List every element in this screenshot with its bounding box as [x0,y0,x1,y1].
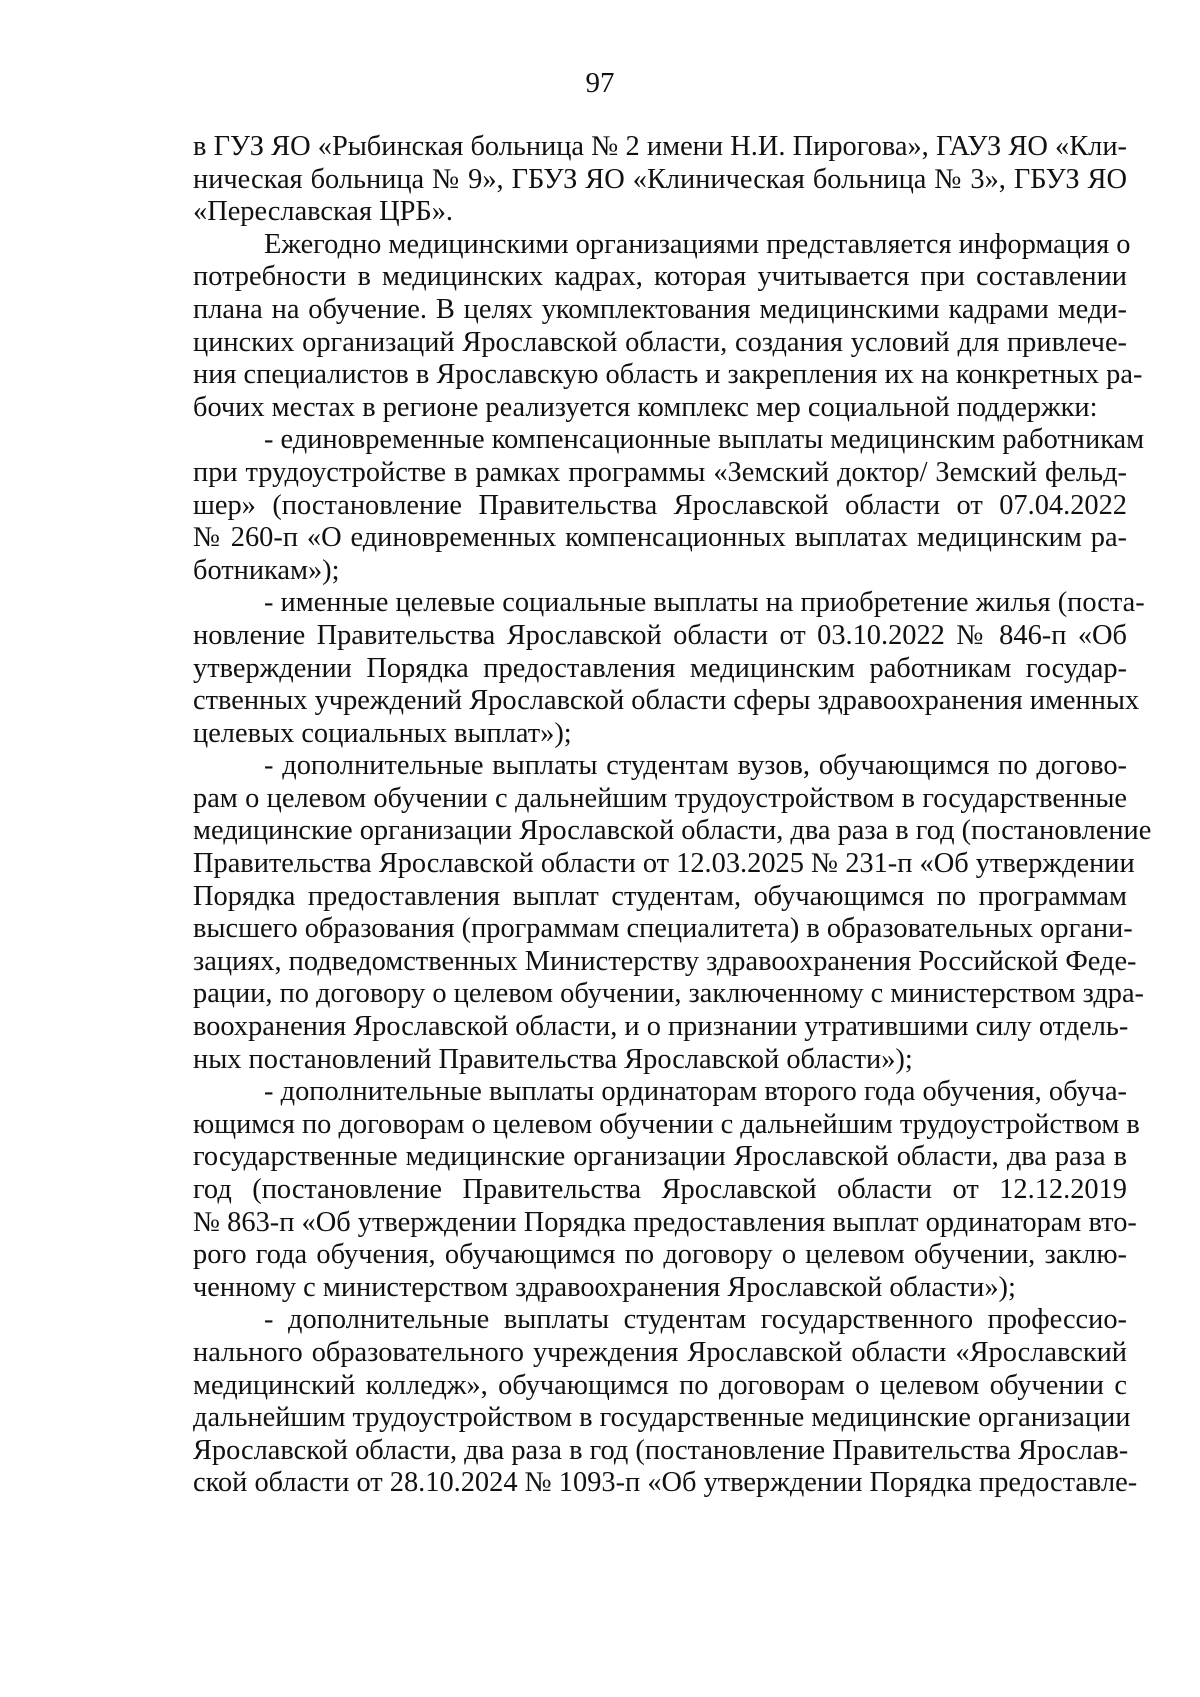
text-line: ния специалистов в Ярославскую область и закрепления их на конкретных ра- [193,359,1143,391]
list-item-paragraph [193,750,1152,1076]
text-line: ской области от 28.10.2024 № 1093-п «Об утверждении Порядка предоставле- [193,1467,1138,1499]
text-line: год (постановление Правительства Ярославской области от 12.12.2019 [193,1174,1127,1205]
text-line: ботникам»); [193,554,340,586]
text-line: дальнейшим трудоустройством в государственные медицинские организации [193,1402,1131,1434]
text-line: государственные медицинские организации Ярославской области, два раза в [193,1141,1127,1173]
text-line: в ГУЗ ЯО «Рыбинская больница № 2 имени Н.И. Пирогова», ГАУЗ ЯО «Кли- [193,131,1127,162]
document-body [193,131,1152,1500]
text-line: медицинские организации Ярославской области, два раза в год (постановление [193,815,1152,847]
text-line: ническая больница № 9», ГБУЗ ЯО «Клиническая больница № 3», ГБУЗ ЯО [193,163,1127,195]
text-line: рации, по договору о целевом обучении, заключенному с министерством здра- [193,978,1145,1010]
text-line: - единовременные компенсационные выплаты медицинским работникам [264,424,1145,456]
text-line: - дополнительные выплаты студентам государственного профессио- [264,1304,1127,1336]
text-line: рам о целевом обучении с дальнейшим трудоустройством в государственные [193,782,1127,814]
text-line: утверждении Порядка предоставления медицинским работникам государ- [193,652,1127,684]
text-line: рого года обучения, обучающимся по договору о целевом обучении, заклю- [193,1239,1127,1271]
text-line: плана на обучение. В целях укомплектования медицинскими кадрами меди- [193,293,1127,325]
text-line: воохранения Ярославской области, и о признании утратившими силу отдель- [193,1011,1129,1043]
list-item-paragraph [193,587,1145,750]
text-line: зациях, подведомственных Министерству здравоохранения Российской Феде- [193,945,1137,977]
text-line: ных постановлений Правительства Ярославской области»); [193,1043,913,1075]
paragraph [193,228,1143,425]
text-line: Ярославской области, два раза в год (постановление Правительства Ярослав- [193,1434,1129,1466]
text-line: потребности в медицинских кадрах, которая учитывается при составлении [193,261,1127,293]
text-line: - именные целевые социальные выплаты на приобретение жилья (поста- [264,587,1145,619]
text-line: шер» (постановление Правительства Ярославской области от 07.04.2022 [193,489,1127,521]
text-line: нального образовательного учреждения Ярославской области «Ярославский [193,1336,1127,1368]
text-line: «Переславская ЦРБ». [193,196,454,228]
text-line: № 260-п «О единовременных компенсационных выплатах медицинским ра- [193,522,1127,554]
text-line: - дополнительные выплаты студентам вузов, обучающимся по догово- [264,750,1127,782]
text-line: при трудоустройстве в рамках программы «Земский доктор/ Земский фельд- [193,456,1127,488]
text-line: ченному с министерством здравоохранения Ярославской области»); [193,1271,1016,1303]
text-line: медицинский колледж», обучающимся по договорам о целевом обучении с [193,1369,1127,1401]
text-line: Правительства Ярославской области от 12.03.2025 № 231-п «Об утверждении [193,848,1135,880]
text-line: ственных учреждений Ярославской области сферы здравоохранения именных [193,685,1140,717]
text-line: целевых социальных выплат»); [193,717,572,749]
text-line: бочих местах в регионе реализуется комплекс мер социальной поддержки: [193,391,1098,423]
text-line: ющимся по договорам о целевом обучении с дальнейшим трудоустройством в [193,1108,1140,1140]
list-item-paragraph [193,1076,1140,1304]
text-line: новление Правительства Ярославской области от 03.10.2022 № 846-п «Об [193,619,1127,651]
list-item-paragraph [193,1304,1138,1500]
text-line: № 863-п «Об утверждении Порядка предоставления выплат ординаторам вто- [193,1206,1137,1238]
text-line: высшего образования (программам специалитета) в образовательных органи- [193,913,1133,945]
paragraph [193,131,1127,229]
text-line: - дополнительные выплаты ординаторам второго года обучения, обуча- [264,1076,1127,1108]
page-number: 97 [585,67,615,99]
text-line: цинских организаций Ярославской области, создания условий для привлече- [193,326,1127,358]
text-line: Порядка предоставления выплат студентам, обучающимся по программам [193,880,1127,912]
text-line: Ежегодно медицинскими организациями представляется информация о [264,228,1131,260]
list-item-paragraph [193,424,1145,587]
